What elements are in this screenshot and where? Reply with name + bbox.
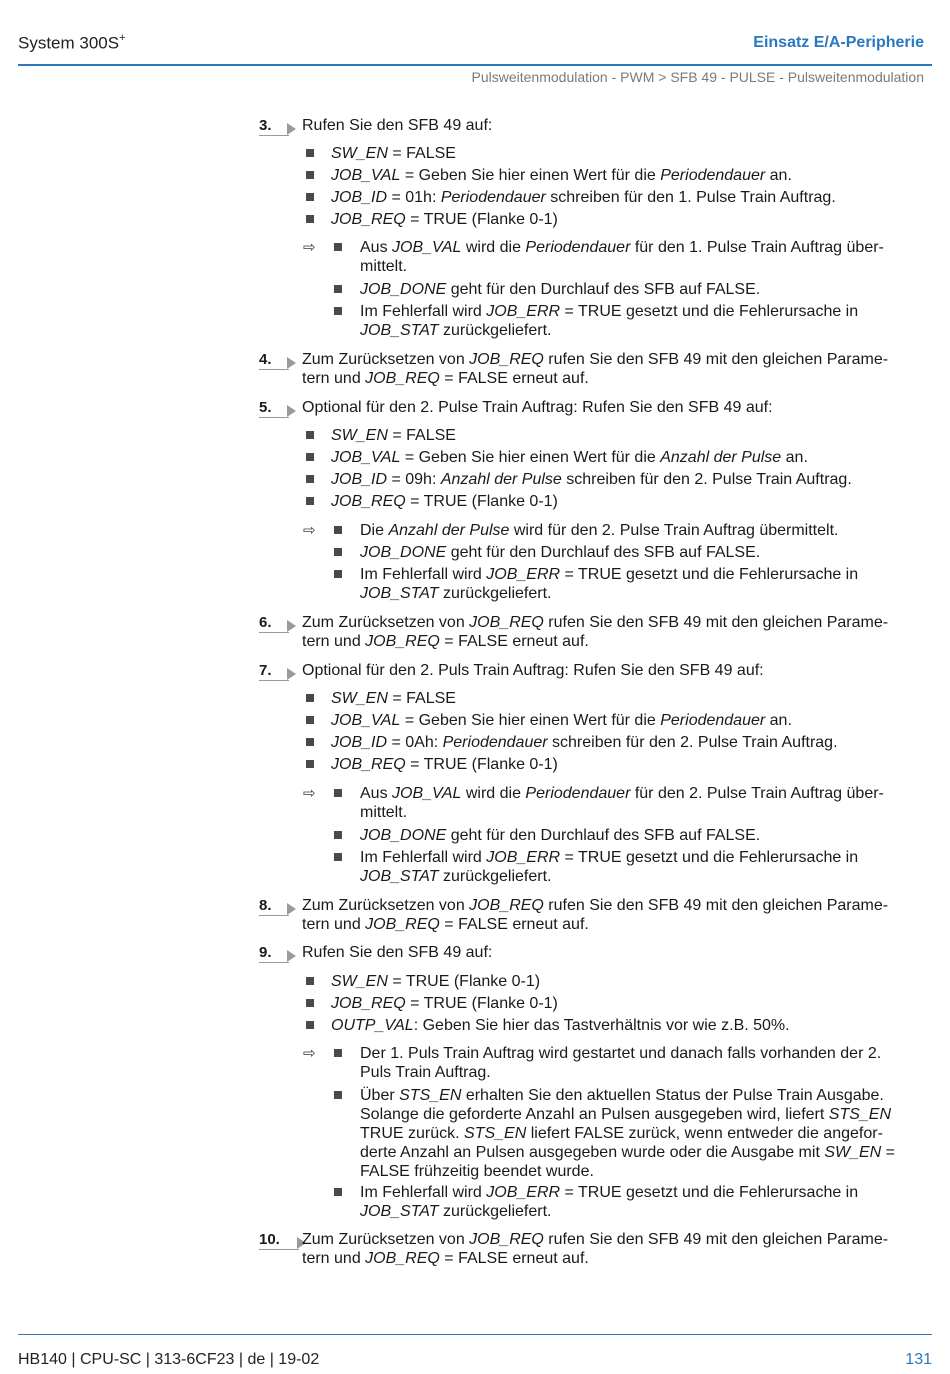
step-underline bbox=[259, 632, 289, 633]
step-underline bbox=[259, 962, 289, 963]
text-line: JOB_VAL = Geben Sie hier einen Wert für die Anzahl der Pulse an. bbox=[331, 449, 808, 466]
footer-page-number: 131 bbox=[905, 1351, 932, 1368]
text-line: JOB_ID = 0Ah: Periodendauer schreiben für den 2. Pulse Train Auftrag. bbox=[331, 734, 838, 751]
text-line: JOB_STAT zurückgeliefert. bbox=[360, 868, 552, 885]
step-underline bbox=[259, 680, 289, 681]
step-underline bbox=[259, 417, 289, 418]
result-arrow-icon: ⇨ bbox=[303, 239, 316, 256]
text-line: Im Fehlerfall wird JOB_ERR = TRUE gesetzt und die Fehlerursache in bbox=[360, 566, 859, 583]
text-line: tern und JOB_REQ = FALSE erneut auf. bbox=[302, 916, 589, 933]
step-number: 9. bbox=[259, 944, 272, 961]
text-line: Im Fehlerfall wird JOB_ERR = TRUE gesetzt und die Fehlerursache in bbox=[360, 1184, 859, 1201]
square-bullet-icon bbox=[334, 853, 342, 861]
text-line: Optional für den 2. Puls Train Auftrag: Rufen Sie den SFB 49 auf: bbox=[302, 662, 764, 679]
text-line: Zum Zurücksetzen von JOB_REQ rufen Sie den SFB 49 mit den gleichen Parame- bbox=[302, 614, 889, 631]
step-number: 6. bbox=[259, 614, 272, 631]
square-bullet-icon bbox=[306, 694, 314, 702]
text-line: Im Fehlerfall wird JOB_ERR = TRUE gesetzt und die Fehlerursache in bbox=[360, 849, 859, 866]
square-bullet-icon bbox=[334, 526, 342, 534]
text-line: JOB_REQ = TRUE (Flanke 0-1) bbox=[331, 211, 558, 228]
square-bullet-icon bbox=[334, 1091, 342, 1099]
text-line: JOB_VAL = Geben Sie hier einen Wert für die Periodendauer an. bbox=[331, 712, 792, 729]
square-bullet-icon bbox=[306, 1021, 314, 1029]
square-bullet-icon bbox=[334, 1049, 342, 1057]
text-line: JOB_REQ = TRUE (Flanke 0-1) bbox=[331, 493, 558, 510]
square-bullet-icon bbox=[334, 570, 342, 578]
text-line: JOB_REQ = TRUE (Flanke 0-1) bbox=[331, 995, 558, 1012]
square-bullet-icon bbox=[334, 307, 342, 315]
step-number: 7. bbox=[259, 662, 272, 679]
text-line: Optional für den 2. Pulse Train Auftrag: Rufen Sie den SFB 49 auf: bbox=[302, 399, 773, 416]
step-arrow-icon bbox=[287, 903, 296, 915]
header-chapter: Einsatz E/A-Peripherie bbox=[753, 34, 924, 51]
text-line: JOB_ID = 01h: Periodendauer schreiben für den 1. Pulse Train Auftrag. bbox=[331, 189, 836, 206]
step-number: 5. bbox=[259, 399, 272, 416]
text-line: Zum Zurücksetzen von JOB_REQ rufen Sie den SFB 49 mit den gleichen Parame- bbox=[302, 351, 889, 368]
step-number: 4. bbox=[259, 351, 272, 368]
text-line: tern und JOB_REQ = FALSE erneut auf. bbox=[302, 370, 589, 387]
text-line: mittelt. bbox=[360, 804, 408, 821]
result-arrow-icon: ⇨ bbox=[303, 785, 316, 802]
text-line: TRUE zurück. STS_EN liefert FALSE zurück, wenn entweder die angefor- bbox=[360, 1125, 883, 1142]
step-arrow-icon bbox=[287, 950, 296, 962]
step-number: 3. bbox=[259, 117, 272, 134]
text-line: JOB_VAL = Geben Sie hier einen Wert für die Periodendauer an. bbox=[331, 167, 792, 184]
text-line: SW_EN = FALSE bbox=[331, 427, 456, 444]
text-line: SW_EN = TRUE (Flanke 0-1) bbox=[331, 973, 541, 990]
result-arrow-icon: ⇨ bbox=[303, 1045, 316, 1062]
footer-rule bbox=[18, 1334, 932, 1335]
text-line: SW_EN = FALSE bbox=[331, 145, 456, 162]
text-line: Im Fehlerfall wird JOB_ERR = TRUE gesetzt und die Fehlerursache in bbox=[360, 303, 859, 320]
result-arrow-icon: ⇨ bbox=[303, 522, 316, 539]
header-rule bbox=[18, 64, 932, 66]
square-bullet-icon bbox=[334, 789, 342, 797]
step-arrow-icon bbox=[287, 620, 296, 632]
text-line: JOB_STAT zurückgeliefert. bbox=[360, 1203, 552, 1220]
text-line: Puls Train Auftrag. bbox=[360, 1064, 491, 1081]
square-bullet-icon bbox=[334, 243, 342, 251]
step-underline bbox=[259, 915, 289, 916]
text-line: mittelt. bbox=[360, 258, 408, 275]
header-product-sup: + bbox=[119, 32, 126, 44]
header-product: System 300S+ bbox=[18, 32, 126, 53]
square-bullet-icon bbox=[306, 149, 314, 157]
step-underline bbox=[259, 369, 289, 370]
footer-doc-id: HB140 | CPU-SC | 313-6CF23 | de | 19-02 bbox=[18, 1351, 320, 1368]
square-bullet-icon bbox=[306, 716, 314, 724]
step-arrow-icon bbox=[287, 357, 296, 369]
text-line: JOB_DONE geht für den Durchlauf des SFB auf FALSE. bbox=[360, 827, 761, 844]
square-bullet-icon bbox=[334, 1188, 342, 1196]
square-bullet-icon bbox=[306, 999, 314, 1007]
square-bullet-icon bbox=[306, 760, 314, 768]
text-line: Rufen Sie den SFB 49 auf: bbox=[302, 944, 493, 961]
square-bullet-icon bbox=[306, 738, 314, 746]
text-line: Zum Zurücksetzen von JOB_REQ rufen Sie den SFB 49 mit den gleichen Parame- bbox=[302, 897, 889, 914]
text-line: JOB_DONE geht für den Durchlauf des SFB auf FALSE. bbox=[360, 544, 761, 561]
square-bullet-icon bbox=[334, 548, 342, 556]
text-line: tern und JOB_REQ = FALSE erneut auf. bbox=[302, 1250, 589, 1267]
step-underline bbox=[259, 1249, 299, 1250]
text-line: JOB_STAT zurückgeliefert. bbox=[360, 585, 552, 602]
step-arrow-icon bbox=[287, 123, 296, 135]
text-line: FALSE frühzeitig beendet wurde. bbox=[360, 1163, 594, 1180]
square-bullet-icon bbox=[334, 285, 342, 293]
text-line: Rufen Sie den SFB 49 auf: bbox=[302, 117, 493, 134]
text-line: derte Anzahl an Pulsen ausgegeben wurde oder die Ausgabe mit SW_EN = bbox=[360, 1144, 896, 1161]
text-line: JOB_DONE geht für den Durchlauf des SFB auf FALSE. bbox=[360, 281, 761, 298]
text-line: Aus JOB_VAL wird die Periodendauer für den 2. Pulse Train Auftrag über- bbox=[360, 785, 884, 802]
text-line: JOB_REQ = TRUE (Flanke 0-1) bbox=[331, 756, 558, 773]
step-underline bbox=[259, 135, 289, 136]
text-line: tern und JOB_REQ = FALSE erneut auf. bbox=[302, 633, 589, 650]
square-bullet-icon bbox=[306, 977, 314, 985]
text-line: OUTP_VAL: Geben Sie hier das Tastverhältnis vor wie z.B. 50%. bbox=[331, 1017, 790, 1034]
text-line: Die Anzahl der Pulse wird für den 2. Pulse Train Auftrag übermittelt. bbox=[360, 522, 839, 539]
step-number: 8. bbox=[259, 897, 272, 914]
square-bullet-icon bbox=[306, 497, 314, 505]
square-bullet-icon bbox=[306, 453, 314, 461]
text-line: Der 1. Puls Train Auftrag wird gestartet und danach falls vorhanden der 2. bbox=[360, 1045, 882, 1062]
text-line: JOB_STAT zurückgeliefert. bbox=[360, 322, 552, 339]
text-line: Zum Zurücksetzen von JOB_REQ rufen Sie den SFB 49 mit den gleichen Parame- bbox=[302, 1231, 889, 1248]
text-line: Über STS_EN erhalten Sie den aktuellen Status der Pulse Train Ausgabe. bbox=[360, 1087, 884, 1104]
square-bullet-icon bbox=[306, 431, 314, 439]
square-bullet-icon bbox=[306, 193, 314, 201]
square-bullet-icon bbox=[334, 831, 342, 839]
text-line: Solange die geforderte Anzahl an Pulsen ausgegeben wird, liefert STS_EN bbox=[360, 1106, 892, 1123]
step-arrow-icon bbox=[287, 668, 296, 680]
square-bullet-icon bbox=[306, 215, 314, 223]
step-number: 10. bbox=[259, 1231, 280, 1248]
square-bullet-icon bbox=[306, 475, 314, 483]
step-arrow-icon bbox=[287, 405, 296, 417]
text-line: SW_EN = FALSE bbox=[331, 690, 456, 707]
text-line: Aus JOB_VAL wird die Periodendauer für den 1. Pulse Train Auftrag über- bbox=[360, 239, 884, 256]
square-bullet-icon bbox=[306, 171, 314, 179]
text-line: JOB_ID = 09h: Anzahl der Pulse schreiben für den 2. Pulse Train Auftrag. bbox=[331, 471, 852, 488]
header-breadcrumb: Pulsweitenmodulation - PWM > SFB 49 - PULSE - Pulsweitenmodulation bbox=[471, 69, 924, 85]
